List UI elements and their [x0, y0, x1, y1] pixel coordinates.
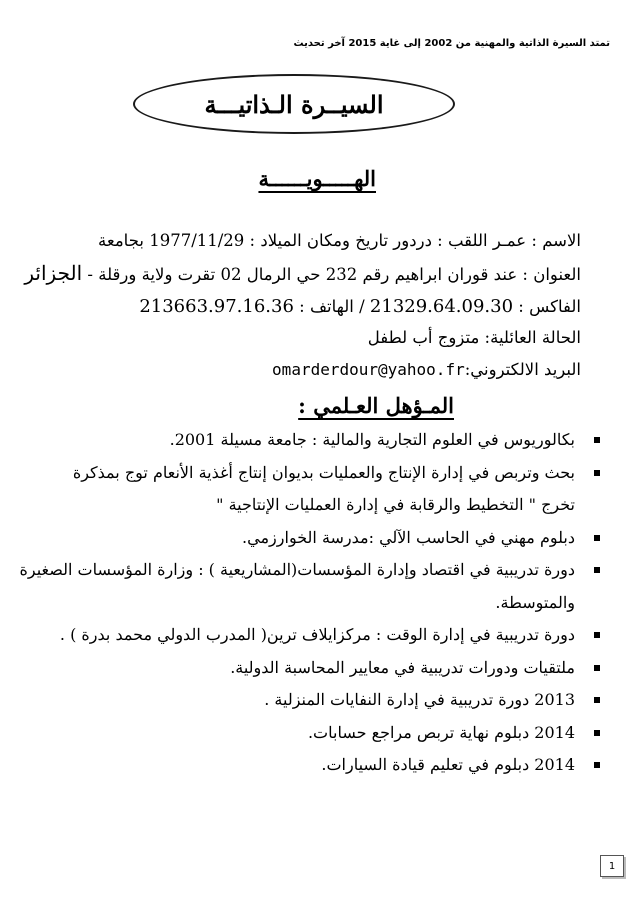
bullet-icon — [594, 470, 600, 476]
list-item — [30, 652, 600, 685]
contact-line — [139, 296, 581, 317]
email-label: البريد الالكتروني: — [464, 360, 581, 379]
bullet-icon — [594, 697, 600, 703]
list-item — [30, 522, 600, 555]
qualifications-heading: المـؤهل العـلمي : — [298, 393, 454, 418]
item-text: بحث وتربص في إدارة الإنتاج والعمليات بديوان إنتاج أغذية الأنعام توج بمذكرة — [72, 462, 575, 482]
page-number: 1 — [600, 855, 624, 877]
family-status: الحالة العائلية: متزوج أب لطفل — [367, 328, 581, 347]
item-text: بكالوريوس في العلوم التجارية والمالية : جامعة مسيلة 2001. — [169, 430, 575, 449]
qualifications-list — [19, 424, 600, 782]
email-link[interactable]: omarderdour@yahoo.fr — [272, 360, 465, 379]
identity-heading: الهـــــويــــــة — [258, 166, 376, 191]
name-line: الاسم : عمـر اللقب : دردور تاريخ ومكان الميلاد : 1977/11/29 بجامعة — [98, 231, 581, 250]
bullet-icon — [594, 665, 600, 671]
list-item — [30, 717, 600, 750]
bullet-icon — [594, 535, 600, 541]
address-country: الجزائر — [24, 261, 83, 285]
bullet-icon — [594, 437, 600, 443]
item-text-continued: والمتوسطة. — [495, 592, 575, 612]
header-note: تمتد السيرة الذاتية والمهنية من 2002 إلى غاية 2015 آخر تحديث — [293, 38, 610, 49]
item-text: ملتقيات ودورات تدريبية في معايير المحاسبة الدولية. — [230, 657, 575, 677]
list-item — [30, 619, 600, 652]
title-oval — [133, 74, 455, 134]
bullet-icon — [594, 632, 600, 638]
item-text: دبلوم مهني في الحاسب الآلي :مدرسة الخوارزمي. — [242, 527, 575, 547]
bullet-icon — [594, 567, 600, 573]
address-line — [24, 261, 581, 285]
item-text: 2014 دبلوم في تعليم قيادة السيارات. — [321, 755, 575, 774]
item-text: دورة تدريبية في إدارة الوقت : مركزايلاف ترين( المدرب الدولي محمد بدرة ) . — [59, 625, 575, 644]
email-line — [272, 360, 581, 379]
list-item — [30, 424, 600, 457]
list-item — [30, 749, 600, 782]
list-item — [30, 684, 600, 717]
list-item — [19, 554, 600, 619]
item-text: 2014 دبلوم نهاية تربص مراجع حسابات. — [307, 722, 575, 742]
phone-value: 213663.97.16.36 — [139, 296, 294, 317]
address-value: عند قوران ابراهيم رقم 232 حي الرمال 02 تقرت ولاية ورقلة - — [82, 265, 518, 284]
page-title: السيــرة الـذاتيـــة — [204, 89, 384, 119]
bullet-icon — [594, 730, 600, 736]
phone-label: / الهاتف : — [293, 297, 370, 316]
item-text: دورة تدريبية في اقتصاد وإدارة المؤسسات(المشاريعية ) : وزارة المؤسسات الصغيرة — [19, 560, 575, 579]
fax-label: الفاكس : — [513, 297, 581, 316]
item-text-continued: تخرج " التخطيط والرقابة في إدارة العمليات الإنتاجية " — [216, 495, 575, 514]
address-label: العنوان : — [517, 265, 581, 284]
item-text: 2013 دورة تدريبية في إدارة النفايات المنزلية . — [264, 690, 575, 709]
bullet-icon — [594, 762, 600, 768]
fax-value: 21329.64.09.30 — [369, 296, 514, 317]
list-item — [30, 457, 600, 522]
